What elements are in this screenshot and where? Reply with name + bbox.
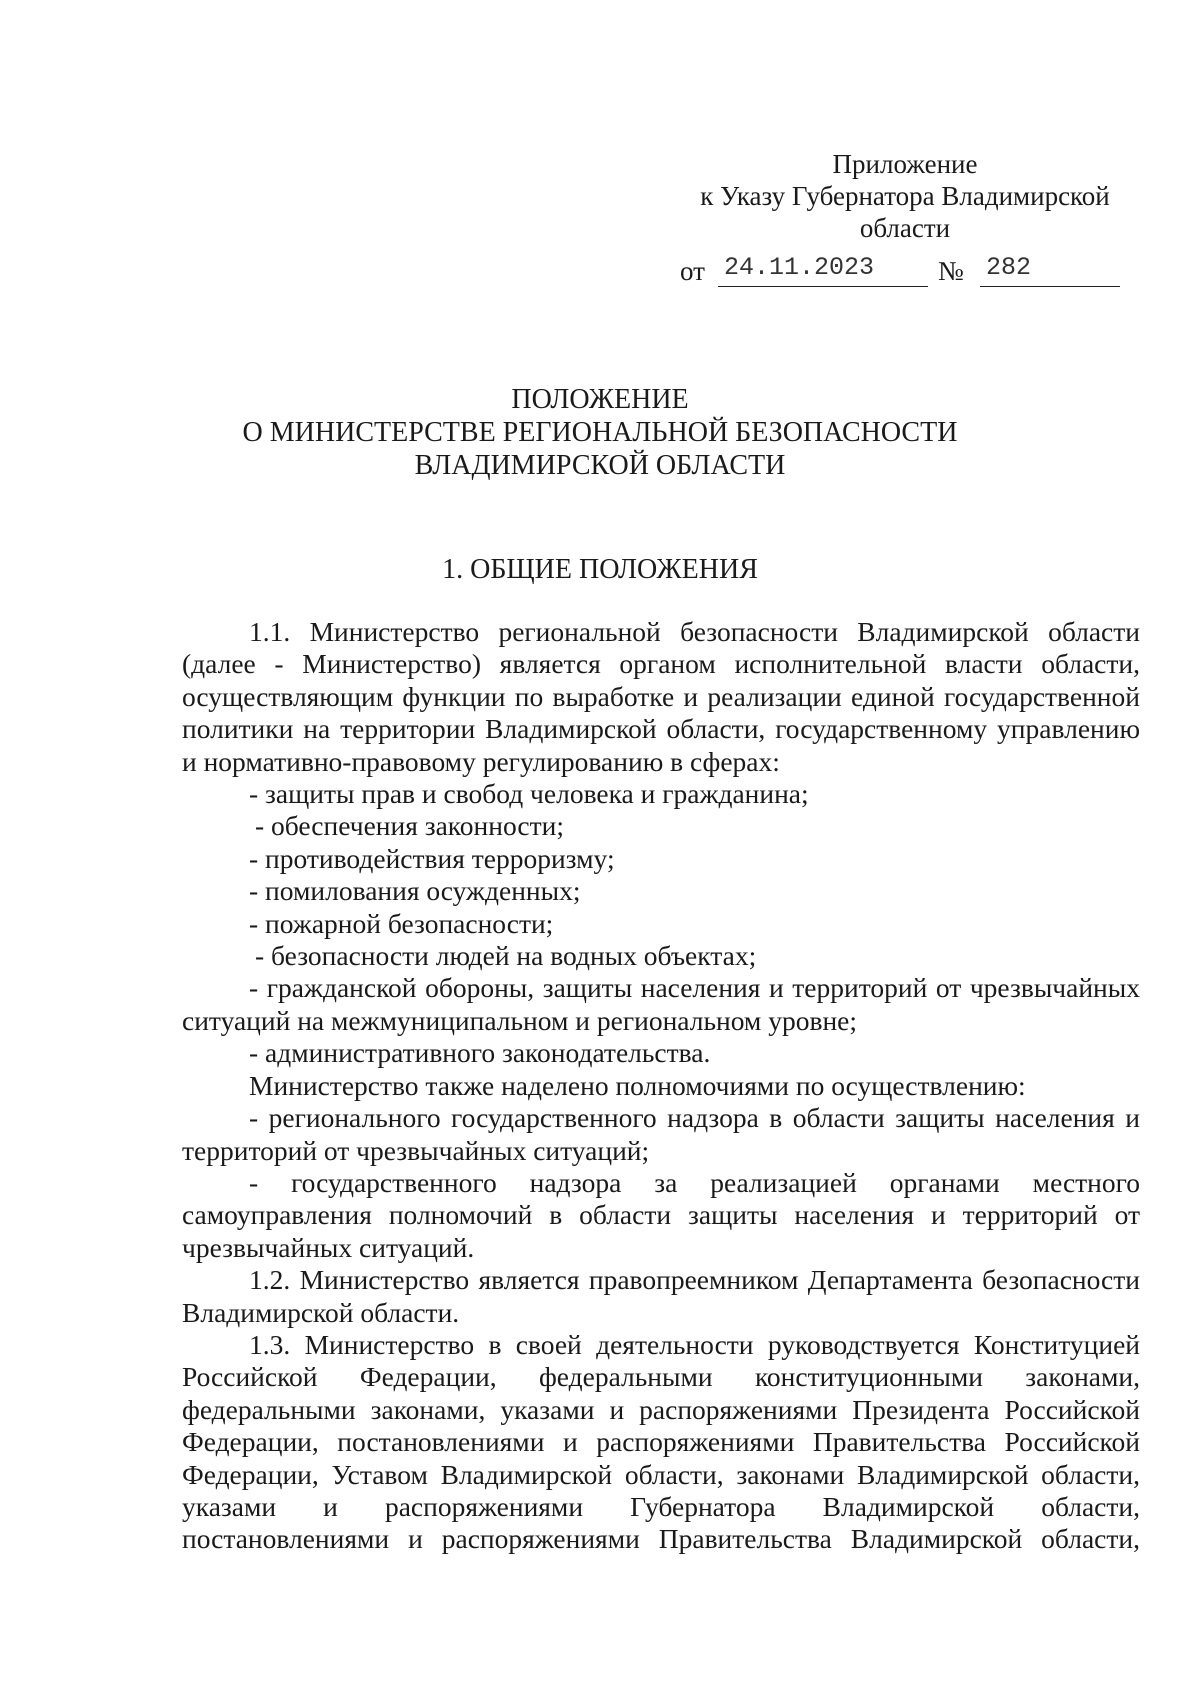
sphere-item: - безопасности людей на водных объектах; <box>255 940 757 972</box>
sphere-item: - защиты прав и свобод человека и гражданина; <box>249 778 809 810</box>
number-label: № <box>938 256 964 286</box>
appendix-reference: к Указу Губернатора Владимирской <box>700 181 1110 211</box>
document-title <box>150 383 1050 482</box>
title-line-1: ПОЛОЖЕНИЕ <box>511 384 689 415</box>
number-field: 282 <box>980 253 1120 287</box>
registration-line <box>680 253 1120 289</box>
title-line-3: ВЛАДИМИРСКОЙ ОБЛАСТИ <box>414 450 786 481</box>
power-item: - государственного надзора за реализацией органами местного самоуправления полномочий в области защиты населения и территорий от чрезвычайных ситуаций. <box>182 1166 1140 1263</box>
appendix-title: Приложение <box>832 149 978 179</box>
title-line-2: О МИНИСТЕРСТВЕ РЕГИОНАЛЬНОЙ БЕЗОПАСНОСТИ <box>242 417 958 448</box>
paragraph-1-2: 1.2. Министерство является правопреемником Департамента безопасности Владимирской области. <box>182 1264 1140 1328</box>
sphere-item: - помилования осужденных; <box>249 875 581 907</box>
appendix-header <box>665 148 1145 244</box>
sphere-item: - противодействия терроризму; <box>249 842 615 874</box>
sphere-item: - обеспечения законности; <box>255 810 564 842</box>
sphere-item: - пожарной безопасности; <box>249 907 554 939</box>
sphere-item: - административного законодательства. <box>249 1037 711 1069</box>
sphere-item: - гражданской обороны, защиты населения и территорий от чрезвычайных ситуаций на межмуниципальном и региональном уровне; <box>182 972 1140 1036</box>
power-item: - регионального государственного надзора в области защиты населения и территорий от чрезвычайных ситуаций; <box>182 1102 1140 1166</box>
date-field: 24.11.2023 <box>718 253 928 287</box>
document-body <box>182 616 1140 1556</box>
powers-intro: Министерство также наделено полномочиями по осуществлению: <box>249 1069 1026 1101</box>
paragraph-1-3: 1.3. Министерство в своей деятельности руководствуется Конституцией Российской Федерации, федеральными конституционными законами, федеральными законами, указами и распоряжениями Президента Российской Федерации, постановлениями и распоряжениями Правительства Российской Федерации, Уставом Владимирской области, законами Владимирской области, указами и распоряжениями Губернатора Владимирской области, постановлениями и распоряжениями Правительства Владимирской области, <box>182 1328 1140 1555</box>
section-heading: 1. ОБЩИЕ ПОЛОЖЕНИЯ <box>442 554 758 585</box>
paragraph-1-1: 1.1. Министерство региональной безопасности Владимирской области (далее - Министерство) является органом исполнительной власти области, осуществляющим функции по выработке и реализации единой государственной политики на территории Владимирской области, государственному управлению и нормативно-правовому регулированию в сферах: <box>182 616 1140 777</box>
date-label: от <box>680 256 705 286</box>
appendix-reference-cont: области <box>859 213 951 243</box>
